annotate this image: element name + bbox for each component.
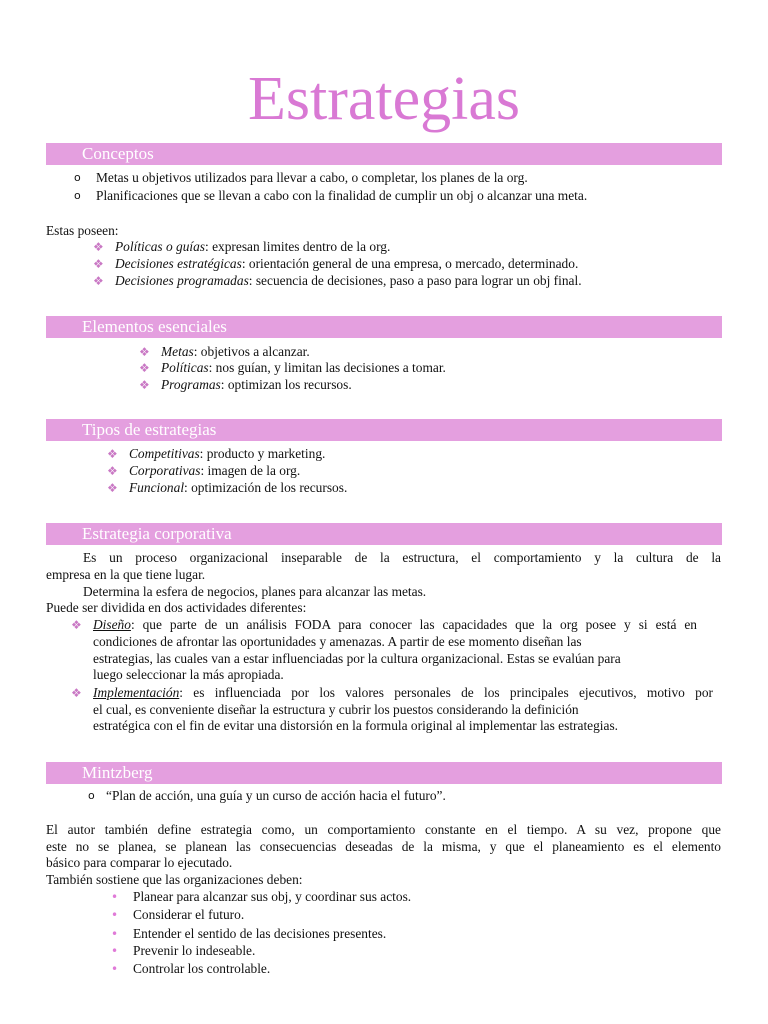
- list-item: Metas: objetivos a alcanzar.: [161, 344, 310, 359]
- list-item: Entender el sentido de las decisiones presentes.: [133, 926, 387, 941]
- list-item-line: condiciones de afrontar las oportunidades y amenazas. A partir de ese momento diseñan las: [93, 634, 582, 649]
- list-item: Programas: optimizan los recursos.: [161, 377, 352, 392]
- paragraph-line: este no se planea, se planean las consecuencias deseadas de la misma, y que el planeamiento es el elemento: [46, 839, 721, 854]
- section-header-mintzberg: Mintzberg: [46, 762, 722, 784]
- circle-bullet-icon: o: [88, 789, 95, 802]
- round-bullet-icon: •: [111, 908, 119, 922]
- list-item-line: luego seleccionar la más apropiada.: [93, 667, 284, 682]
- paragraph: Puede ser dividida en dos actividades diferentes:: [46, 600, 307, 615]
- list-item: Decisiones estratégicas: orientación general de una empresa, o mercado, determinado.: [115, 256, 579, 271]
- diamond-bullet-icon: ❖: [107, 481, 118, 495]
- section-header-elementos: Elementos esenciales: [46, 316, 722, 338]
- list-item: Considerar el futuro.: [133, 907, 245, 922]
- list-item: Planear para alcanzar sus obj, y coordinar sus actos.: [133, 889, 412, 904]
- diamond-bullet-icon: ❖: [107, 447, 118, 461]
- paragraph-line: El autor también define estrategia como, un comportamiento constante en el tiempo. A su vez, propone que: [46, 822, 721, 837]
- diamond-bullet-icon: ❖: [139, 345, 150, 359]
- paragraph-line: básico para comparar lo ejecutado.: [46, 855, 233, 870]
- diamond-bullet-icon: ❖: [139, 361, 150, 375]
- paragraph-line: Es un proceso organizacional inseparable de la estructura, el comportamiento y la cultura de la: [83, 550, 721, 565]
- list-item: Funcional: optimización de los recursos.: [129, 480, 348, 495]
- diamond-bullet-icon: ❖: [93, 274, 104, 288]
- intro-text: Estas poseen:: [46, 223, 119, 238]
- list-item: Políticas o guías: expresan limites dentro de la org.: [115, 239, 391, 254]
- paragraph: Determina la esfera de negocios, planes para alcanzar las metas.: [83, 584, 427, 599]
- list-item: Prevenir lo indeseable.: [133, 943, 256, 958]
- diamond-bullet-icon: ❖: [107, 464, 118, 478]
- list-item: Políticas: nos guían, y limitan las decisiones a tomar.: [161, 360, 446, 375]
- diamond-bullet-icon: ❖: [93, 257, 104, 271]
- paragraph-line: empresa en la que tiene lugar.: [46, 567, 206, 582]
- section-header-corporativa: Estrategia corporativa: [46, 523, 722, 545]
- circle-bullet-icon: o: [74, 189, 81, 202]
- list-item: Controlar los controlable.: [133, 961, 271, 976]
- list-item: Corporativas: imagen de la org.: [129, 463, 301, 478]
- paragraph: También sostiene que las organizaciones deben:: [46, 872, 303, 887]
- list-item-line: estratégica con el fin de evitar una distorsión en la formula original al implementar las estrategias.: [93, 718, 619, 733]
- round-bullet-icon: •: [111, 944, 119, 958]
- list-item-line: el cual, es conveniente diseñar la estructura y cubrir los puestos considerando la definición: [93, 702, 579, 717]
- list-item-line: Implementación: es influenciada por los valores personales de los principales ejecutivos, motivo por: [93, 685, 713, 700]
- round-bullet-icon: •: [111, 890, 119, 904]
- section-header-tipos: Tipos de estrategias: [46, 419, 722, 441]
- diamond-bullet-icon: ❖: [71, 618, 82, 632]
- diamond-bullet-icon: ❖: [139, 378, 150, 392]
- list-item-line: Diseño: que parte de un análisis FODA para conocer las capacidades que la org posee y si está en: [93, 617, 697, 632]
- diamond-bullet-icon: ❖: [71, 686, 82, 700]
- round-bullet-icon: •: [111, 962, 119, 976]
- diamond-bullet-icon: ❖: [93, 240, 104, 254]
- round-bullet-icon: •: [111, 927, 119, 941]
- list-item-line: estrategias, las cuales van a estar influenciadas por la cultura organizacional. Estas se evalúan para: [93, 651, 621, 666]
- section-header-conceptos: Conceptos: [46, 143, 722, 165]
- list-item: Planificaciones que se llevan a cabo con la finalidad de cumplir un obj o alcanzar una meta.: [96, 188, 588, 203]
- page-title: Estrategias: [247, 65, 520, 133]
- quote: “Plan de acción, una guía y un curso de acción hacia el futuro”.: [106, 788, 446, 803]
- list-item: Competitivas: producto y marketing.: [129, 446, 326, 461]
- list-item: Decisiones programadas: secuencia de decisiones, paso a paso para lograr un obj final.: [115, 273, 582, 288]
- circle-bullet-icon: o: [74, 171, 81, 184]
- list-item: Metas u objetivos utilizados para llevar a cabo, o completar, los planes de la org.: [96, 170, 528, 185]
